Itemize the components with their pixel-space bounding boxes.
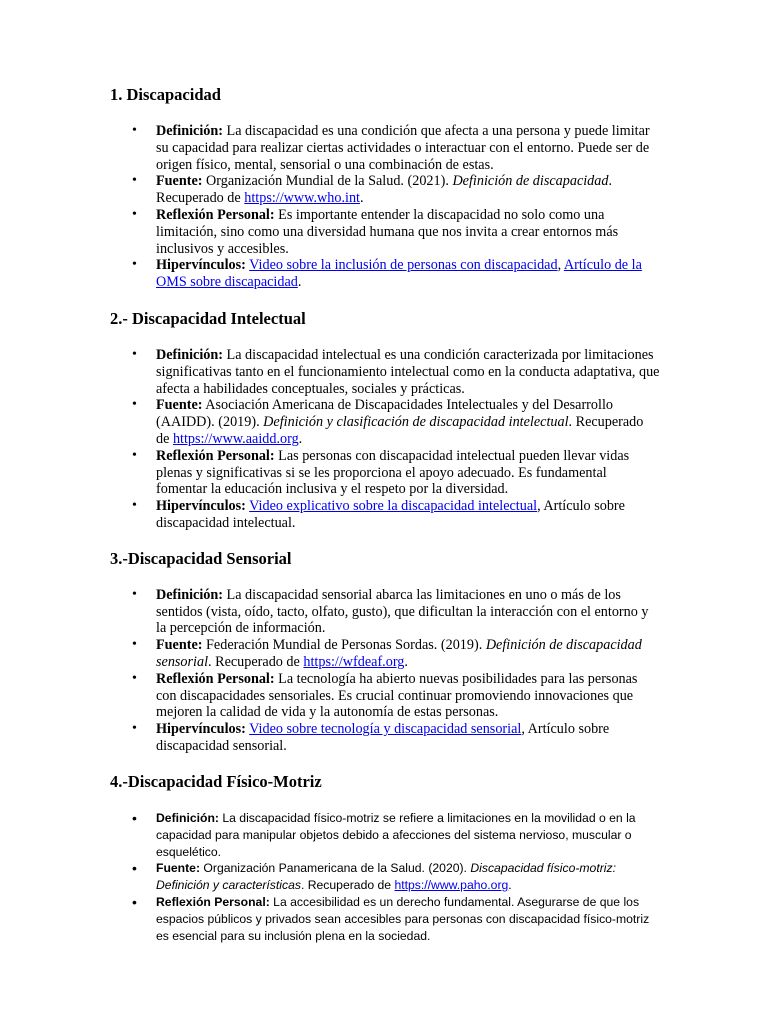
list-item-definicion: • Definición: La discapacidad intelectual es una condición caracterizada por limitaciones significativas tanto en el funcionamiento intelectual como en la conducta adaptativa, que afecta a habilidades conceptuales, sociales y prácticas. — [156, 347, 660, 397]
paho-link[interactable]: https://www.paho.org — [394, 878, 509, 893]
video-sensorial-link[interactable]: Video sobre tecnología y discapacidad sensorial — [249, 721, 522, 738]
bullet-list — [110, 347, 660, 532]
section-discapacidad-fisico-motriz — [110, 771, 660, 945]
section-title: 1. Discapacidad — [110, 85, 221, 104]
section-discapacidad-intelectual — [110, 308, 660, 532]
list-item-fuente: • Fuente: Federación Mundial de Personas Sordas. (2019). Definición de discapacidad sensorial. Recuperado de https://wfdeaf.org. — [156, 637, 660, 671]
list-item-fuente: • Fuente: Organización Mundial de la Salud. (2021). Definición de discapacidad. Recuperado de https://www.who.int. — [156, 173, 660, 207]
bullet-list — [110, 810, 660, 945]
list-item-hipervinculos: • Hipervínculos: Video sobre tecnología y discapacidad sensorial, Artículo sobre discapacidad sensorial. — [156, 721, 660, 755]
video-inclusion-link[interactable]: Video sobre la inclusión de personas con discapacidad — [249, 257, 558, 274]
who-link[interactable]: https://www.who.int — [244, 190, 360, 207]
section-discapacidad — [110, 84, 660, 291]
list-item-reflexion: • Reflexión Personal: La accesibilidad es un derecho fundamental. Asegurarse de que los espacios públicos y privados sean accesibles para personas con discapacidad físico-motriz es esencial para su inclusión plena en la sociedad. — [156, 894, 660, 945]
list-item-hipervinculos: • Hipervínculos: Video explicativo sobre la discapacidad intelectual, Artículo sobre discapacidad intelectual. — [156, 498, 660, 532]
section-title: 3.-Discapacidad Sensorial — [110, 548, 292, 568]
list-item-fuente: • Fuente: Asociación Americana de Discapacidades Intelectuales y del Desarrollo (AAIDD). (2019). Definición y clasificación de discapacidad intelectual. Recuperado de https://www.aaidd.org. — [156, 397, 660, 447]
list-item-definicion: • Definición: La discapacidad físico-motriz se refiere a limitaciones en la movilidad o en la capacidad para manipular objetos debido a afecciones del sistema nervioso, muscular o esquelético. — [156, 810, 660, 861]
wfdeaf-link[interactable]: https://wfdeaf.org — [303, 653, 405, 670]
list-item-hipervinculos: • Hipervínculos: Video sobre la inclusión de personas con discapacidad, Artículo de la OMS sobre discapacidad. — [156, 257, 660, 291]
list-item-reflexion: • Reflexión Personal: Es importante entender la discapacidad no solo como una limitación, sino como una diversidad humana que nos invita a crear entornos más inclusivos y accesibles. — [156, 207, 660, 257]
section-title: 2.- Discapacidad Intelectual — [110, 308, 306, 328]
bullet-list — [110, 587, 660, 755]
articulo-oms-link[interactable]: Artículo de la OMS sobre discapacidad — [156, 257, 642, 291]
bullet-list — [110, 123, 660, 291]
list-item-fuente: • Fuente: Organización Panamericana de la Salud. (2020). Discapacidad físico-motriz: Definición y características. Recuperado de https://www.paho.org. — [156, 860, 660, 894]
document-page — [110, 84, 660, 945]
video-intelectual-link[interactable]: Video explicativo sobre la discapacidad intelectual — [249, 498, 538, 515]
list-item-reflexion: • Reflexión Personal: La tecnología ha abierto nuevas posibilidades para las personas con discapacidades sensoriales. Es crucial continuar promoviendo innovaciones que mejoren la calidad de vida y la autonomía de estas personas. — [156, 671, 660, 721]
aaidd-link[interactable]: https://www.aaidd.org — [172, 430, 299, 447]
list-item-definicion: • Definición: La discapacidad es una condición que afecta a una persona y puede limitar su capacidad para realizar ciertas actividades o interactuar con el entorno. Puede ser de origen físico, mental, sensorial o una combinación de estas. — [156, 123, 660, 173]
list-item-definicion: • Definición: La discapacidad sensorial abarca las limitaciones en uno o más de los sentidos (vista, oído, tacto, olfato, gusto), que dificultan la interacción con el entorno y la percepción de información. — [156, 587, 660, 637]
section-discapacidad-sensorial — [110, 548, 660, 755]
list-item-reflexion: • Reflexión Personal: Las personas con discapacidad intelectual pueden llevar vidas plenas y significativas si se les proporciona el apoyo adecuado. Es fundamental fomentar la educación inclusiva y el respeto por la diversidad. — [156, 448, 660, 498]
section-title: 4.-Discapacidad Físico-Motriz — [110, 771, 322, 791]
